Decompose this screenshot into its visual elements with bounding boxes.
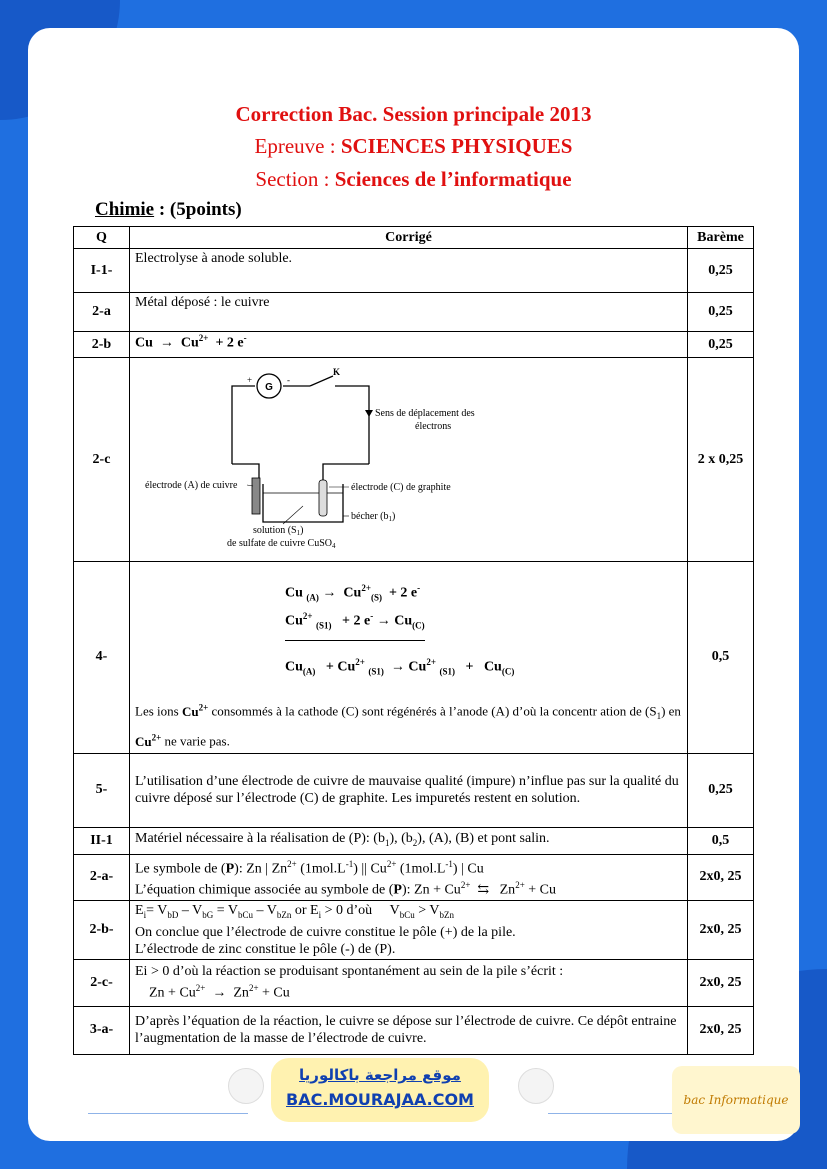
switch-label: K xyxy=(333,366,341,377)
generator-label: G xyxy=(265,381,273,393)
bareme-value: 2x0, 25 xyxy=(688,854,754,900)
anode-equation: Cu $_{(A)} \to Cu^{2+}_{(S)} + 2$ e- xyxy=(285,583,421,603)
equation-divider xyxy=(285,640,425,641)
question-number: 5- xyxy=(74,753,130,827)
correction-table xyxy=(73,226,754,1055)
leader-line xyxy=(283,506,303,524)
question-number: 2-b- xyxy=(74,900,130,959)
bareme-value: 0,5 xyxy=(688,562,754,754)
footer-divider xyxy=(88,1113,248,1114)
table-row xyxy=(74,854,754,900)
answer-text: Matériel nécessaire à la réalisation de (P): $(b_1)$, $(b_2)$, (A), (B) et pont salin. xyxy=(130,827,688,854)
epreuve-line xyxy=(28,134,799,159)
bareme-value: 0,25 xyxy=(688,249,754,293)
solution-label: solution $(S_1)$ xyxy=(253,524,304,537)
global-equation: $Cu_{(A)} + Cu^{2+}$ $_{(S1)} \to Cu^{2+}$ $_{(S1)} + Cu_{(C)}$ xyxy=(285,656,515,677)
reaction-intro: Ei > 0 d’où la réaction se produisant spontanément au sein de la pile s’écrit : xyxy=(135,964,564,980)
bareme-value: 2 x 0,25 xyxy=(688,358,754,562)
solution-label-2: de sulfate de cuivre CuSO$_4$ xyxy=(227,537,336,550)
electrode-c-label: électrode (C) de graphite xyxy=(351,481,451,493)
document-page xyxy=(28,28,799,1141)
half-equations xyxy=(135,579,682,681)
electron-flow-label-2: électrons xyxy=(415,420,452,432)
electrode-a-label: électrode (A) de cuivre xyxy=(145,479,238,491)
table-row xyxy=(74,293,754,332)
copper-electrode xyxy=(252,478,260,514)
answer-text: Les ions $Cu^{2+}$ consommés à la cathode (C) sont régénérés à l’anode (A) d’où la concentr ation de $(S_1)$ en $Cu^{2+}$ ne varie pas. xyxy=(135,702,681,749)
site-badge-arabic: موقع مراجعة باكالوريا xyxy=(299,1066,461,1084)
chimie-heading-name: Chimie xyxy=(95,199,155,220)
question-number: I-1- xyxy=(74,249,130,293)
pile-equation: L’équation chimique associée au symbole de (P): $Zn + Cu^{2+}$ ⇆ $Zn^{2+} + Cu$ xyxy=(135,880,556,898)
electrolysis-diagram-cell xyxy=(130,358,688,562)
minus-sign: - xyxy=(287,374,290,385)
electron-flow-label: Sens de déplacement des xyxy=(375,407,475,419)
answer-equations xyxy=(130,562,688,754)
cathode-equation: $Cu^{2+}$ $_{(S1)}$ + 2 $e^- \to Cu_{(C)}$ xyxy=(285,611,425,631)
bareme-value: 2x0, 25 xyxy=(688,1006,754,1054)
electrolysis-diagram xyxy=(135,362,695,558)
bareme-value: 2x0, 25 xyxy=(688,900,754,959)
table-header-row xyxy=(74,227,754,249)
table-row xyxy=(74,827,754,854)
answer-text: D’après l’équation de la réaction, le cuivre se dépose sur l’électrode de cuivre. Ce dépôt entraine l’augmentation de la masse de l’électrode de cuivre. xyxy=(130,1006,688,1054)
question-number: II-1 xyxy=(74,827,130,854)
question-number: 2-a xyxy=(74,293,130,332)
answer-text xyxy=(130,900,688,959)
graphite-electrode xyxy=(319,480,327,516)
answer-text: Electrolyse à anode soluble. xyxy=(130,249,688,293)
bareme-value: 2x0, 25 xyxy=(688,959,754,1006)
table-row xyxy=(74,358,754,562)
bareme-value: 0,25 xyxy=(688,332,754,358)
question-number: 2-c xyxy=(74,358,130,562)
table-row xyxy=(74,332,754,358)
table-row xyxy=(74,753,754,827)
emf-line: $E_i= V_{bD} - V_{bG} = V_{bCu} - V_{bZn}$ or $E_i > 0$ d’où $V_{bCu} > V_{bZn}$ xyxy=(135,902,455,920)
conclusion-line: On conclue que l’électrode de cuivre constitue le pôle (+) de la pile. xyxy=(135,924,516,940)
header-bareme: Barème xyxy=(688,227,754,249)
question-number: 3-a- xyxy=(74,1006,130,1054)
bareme-value: 0,25 xyxy=(688,293,754,332)
circuit-wire xyxy=(335,386,369,464)
site-badge[interactable] xyxy=(271,1058,489,1122)
book-logo-icon xyxy=(228,1068,264,1104)
answer-text: L’utilisation d’une électrode de cuivre de mauvaise qualité (impure) n’influe pas sur la qualité du cuivre déposé sur l’électrode (C) de graphite. Les impuretés restent en solution. xyxy=(130,753,688,827)
becher-label: bécher $(b_1)$ xyxy=(351,510,396,523)
section-label: Section : xyxy=(255,167,335,191)
page-title: Correction Bac. Session principale 2013 xyxy=(235,102,592,126)
chimie-heading-points: : (5points) xyxy=(154,199,242,220)
table-row xyxy=(74,249,754,293)
becher-icon xyxy=(263,484,343,522)
bareme-value: 0,25 xyxy=(688,753,754,827)
pile-symbol: Le symbole de (P): Zn | $Zn^{2+}$ $(1mol.L^{-1})$ || $Cu^{2+}$ $(1mol.L^{-1})$ | Cu xyxy=(135,858,484,877)
table-row xyxy=(74,1006,754,1054)
answer-text: Métal déposé : le cuivre xyxy=(130,293,688,332)
reaction-equation: $Zn + Cu^{2+} \to Zn^{2+} + Cu$ xyxy=(149,983,290,1002)
bac-informatique-logo: bac Informatique xyxy=(672,1066,800,1134)
circuit-wire xyxy=(323,464,369,480)
circuit-wire xyxy=(232,386,255,464)
question-number: 2-a- xyxy=(74,854,130,900)
question-number: 2-c- xyxy=(74,959,130,1006)
section-line xyxy=(28,167,799,192)
table-row xyxy=(74,959,754,1006)
chimie-heading xyxy=(95,199,242,221)
epreuve-value: SCIENCES PHYSIQUES xyxy=(340,134,573,158)
table-row xyxy=(74,562,754,754)
site-badge-url[interactable]: BAC.MOURAJAA.COM xyxy=(286,1090,474,1109)
header-corrige: Corrigé xyxy=(130,227,688,249)
section-value: Sciences de l’informatique xyxy=(334,167,572,191)
switch-icon xyxy=(310,376,333,386)
answer-text xyxy=(130,959,688,1006)
table-row xyxy=(74,900,754,959)
answer-equation: $Cu \to Cu^{2+} + 2$ e- xyxy=(130,332,688,358)
plus-sign: + xyxy=(247,374,253,385)
header-q: Q xyxy=(74,227,130,249)
book-logo-icon xyxy=(518,1068,554,1104)
epreuve-label: Epreuve : xyxy=(254,134,341,158)
question-number: 2-b xyxy=(74,332,130,358)
arrow-down-icon xyxy=(365,410,373,417)
conclusion-line-2: L’électrode de zinc constitue le pôle (-) de (P). xyxy=(135,941,396,957)
bareme-value: 0,5 xyxy=(688,827,754,854)
answer-text xyxy=(130,854,688,900)
question-number: 4- xyxy=(74,562,130,754)
